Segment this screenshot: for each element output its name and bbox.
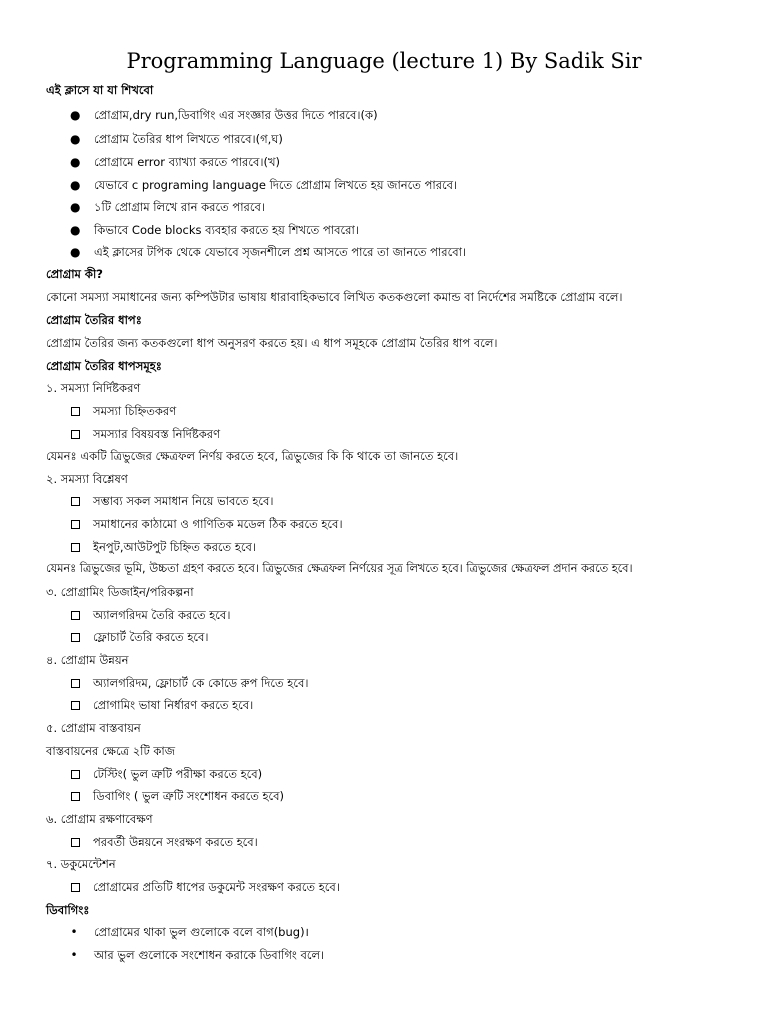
bullet-icon: ● — [70, 178, 81, 192]
steps-definition: প্রোগ্রাম তৈরির জন্য কতকগুলো ধাপ অনুসরণ করতে হয়। এ ধাপ সমূহকে প্রোগ্রাম তৈরির ধাপ বলে। — [46, 336, 498, 350]
bullet-icon: ● — [70, 245, 81, 259]
step-7-title: ৭. ডকুমেন্টেশন — [46, 857, 116, 871]
program-definition: কোনো সমস্যা সমাধানের জন্য কম্পিউটার ভাষায় ধারাবাহিকভাবে লিখিত কতকগুলো কমান্ড বা নির্দেশের সমষ্টিকে প্রোগ্রাম বলে। — [46, 290, 623, 304]
bullet-icon: ● — [70, 223, 81, 237]
bullet-icon: • — [70, 925, 78, 939]
step-1-title: ১. সমস্যা নির্দিষ্টকরণ — [46, 381, 141, 395]
steps-list-heading: প্রোগ্রাম তৈরির ধাপসমূহঃ — [46, 359, 162, 373]
checkbox-icon — [71, 497, 80, 506]
step-6-title: ৬. প্রোগ্রাম রক্ষণাবেক্ষণ — [46, 812, 153, 826]
checkbox-icon — [71, 792, 80, 801]
steps-heading: প্রোগ্রাম তৈরির ধাপঃ — [46, 313, 142, 327]
document-title: Programming Language (lecture 1) By Sadik Sir — [126, 49, 642, 73]
step-5-subtitle: বাস্তবায়নের ক্ষেত্রে ২টি কাজ — [46, 744, 176, 758]
checkbox-icon — [71, 407, 80, 416]
checkbox-icon — [71, 633, 80, 642]
step-2-title: ২. সমস্যা বিশ্লেষণ — [46, 472, 128, 486]
step-2-example: যেমনঃ ত্রিভুজের ভূমি, উচ্চতা গ্রহণ করতে হবে। ত্রিভুজের ক্ষেত্রফল নির্ণয়ের সূত্র লিখতে হবে। ত্রিভুজের ক্ষেত্রফল প্রদান করতে হবে। — [46, 562, 633, 575]
step-5-title: ৫. প্রোগ্রাম বাস্তবায়ন — [46, 721, 141, 735]
checkbox-icon — [71, 520, 80, 529]
bullet-icon: ● — [70, 108, 81, 122]
checkbox-icon — [71, 430, 80, 439]
checkbox-icon — [71, 770, 80, 779]
document-page: Programming Language (lecture 1) By Sadik Sir এই ক্লাসে যা যা শিখবো ● প্রোগ্রাম,dry run,ডিবাগিং এর সংজ্ঞার উত্তর দিতে পারবে।(ক) ● প্রোগ্রাম তৈরির ধাপ লিখতে পারবে।(গ,ঘ) ● প্রোগ্রামে error ব্যাখ্যা করতে পারবে।(খ) ● যেভাবে c programing language দিতে প্রোগ্রাম লিখতে হয় জানতে পারবে। ● ১টি প্রোগ্রাম লিখে রান করতে পারবে। ● কিভাবে Code blocks ব্যবহার করতে হয় শিখতে পাবরো। ● এই ক্লাসের টপিক থেকে যেভাবে সৃজনশীলে প্রশ্ন আসতে পারে তা জানতে পারবো। প্রোগ্রাম কী? কোনো সমস্যা সমাধানের জন্য কম্পিউটার ভাষায় ধারাবাহিকভাবে লিখিত কতকগুলো কমান্ড বা নির্দেশের সমষ্টিকে প্রোগ্রাম বলে। প্রোগ্রাম তৈরির ধাপঃ প্রোগ্রাম তৈরির জন্য কতকগুলো ধাপ অনুসরণ করতে হয়। এ ধাপ সমূহকে প্রোগ্রাম তৈরির ধাপ বলে। প্রোগ্রাম তৈরির ধাপসমূহঃ ১. সমস্যা নির্দিষ্টকরণ সমস্যা চিহ্নিতকরণ সমস্যার বিষয়বস্ত নির্দিষ্টকরণ যেমনঃ একটি ত্রিভুজের ক্ষেত্রফল নির্ণয় করতে হবে, ত্রিভুজের কি কি থাকে তা জানতে হবে। ২. সমস্যা বিশ্লেষণ সম্ভাব্য সকল সমাধান নিয়ে ভাবতে হবে। সমাধানের কাঠামো ও গাণিতিক মডেল ঠিক করতে হবে। ইনপুট,আউটপুট চিহ্নিত করতে হবে। যেমনঃ ত্রিভুজের ভূমি, উচ্চতা গ্রহণ করতে হবে। ত্রিভুজের ক্ষেত্রফল নির্ণয়ের সূত্র লিখতে হবে। ত্রিভুজের ক্ষেত্রফল প্রদান করতে হবে। ৩. প্রোগ্রামিং ডিজাইন/পরিকল্পনা অ্যালগরিদম তৈরি করতে হবে। ফ্লোচার্ট তৈরি করতে হবে। ৪. প্রোগ্রাম উন্নয়ন অ্যালগরিদম, ফ্লোচার্ট কে কোডে রুপ দিতে হবে। প্রোগামিং ভাষা নির্ধারণ করতে হবে। ৫. প্রোগ্রাম বাস্তবায়ন বাস্তবায়নের ক্ষেত্রে ২টি কাজ টেস্টিং( ভুল ত্রুটি পরীক্ষা করতে হবে) ডিবাগিং ( ভুল ত্রুটি সংশোধন করতে হবে) ৬. প্রোগ্রাম রক্ষণাবেক্ষণ পরবর্তী উন্নয়নে সংরক্ষণ করতে হবে। ৭. ডকুমেন্টেশন প্রোগ্রামের প্রতিটি ধাপের ডকুমেন্ট সংরক্ষণ করতে হবে। ডিবাগিংঃ • প্রোগ্রামের থাকা ভুল গুলোকে বলে বাগ(bug)। • আর ভুল গুলোকে সংশোধন করাকে ডিবাগিং বলে। — [0, 0, 768, 1024]
bullet-icon: ● — [70, 200, 81, 214]
checkbox-icon — [71, 838, 80, 847]
learn-heading: এই ক্লাসে যা যা শিখবো — [46, 83, 154, 97]
bullet-icon: ● — [70, 155, 81, 169]
checkbox-icon — [71, 611, 80, 620]
checkbox-icon — [71, 701, 80, 710]
debug-heading: ডিবাগিংঃ — [46, 903, 90, 917]
checkbox-icon — [71, 679, 80, 688]
program-heading: প্রোগ্রাম কী? — [46, 267, 103, 281]
step-3-title: ৩. প্রোগ্রামিং ডিজাইন/পরিকল্পনা — [46, 585, 194, 599]
step-1-example: যেমনঃ একটি ত্রিভুজের ক্ষেত্রফল নির্ণয় করতে হবে, ত্রিভুজের কি কি থাকে তা জানতে হবে। — [46, 449, 459, 463]
bullet-icon: ● — [70, 132, 81, 146]
bullet-icon: • — [70, 948, 78, 962]
checkbox-icon — [71, 883, 80, 892]
step-4-title: ৪. প্রোগ্রাম উন্নয়ন — [46, 653, 129, 667]
checkbox-icon — [71, 543, 80, 552]
